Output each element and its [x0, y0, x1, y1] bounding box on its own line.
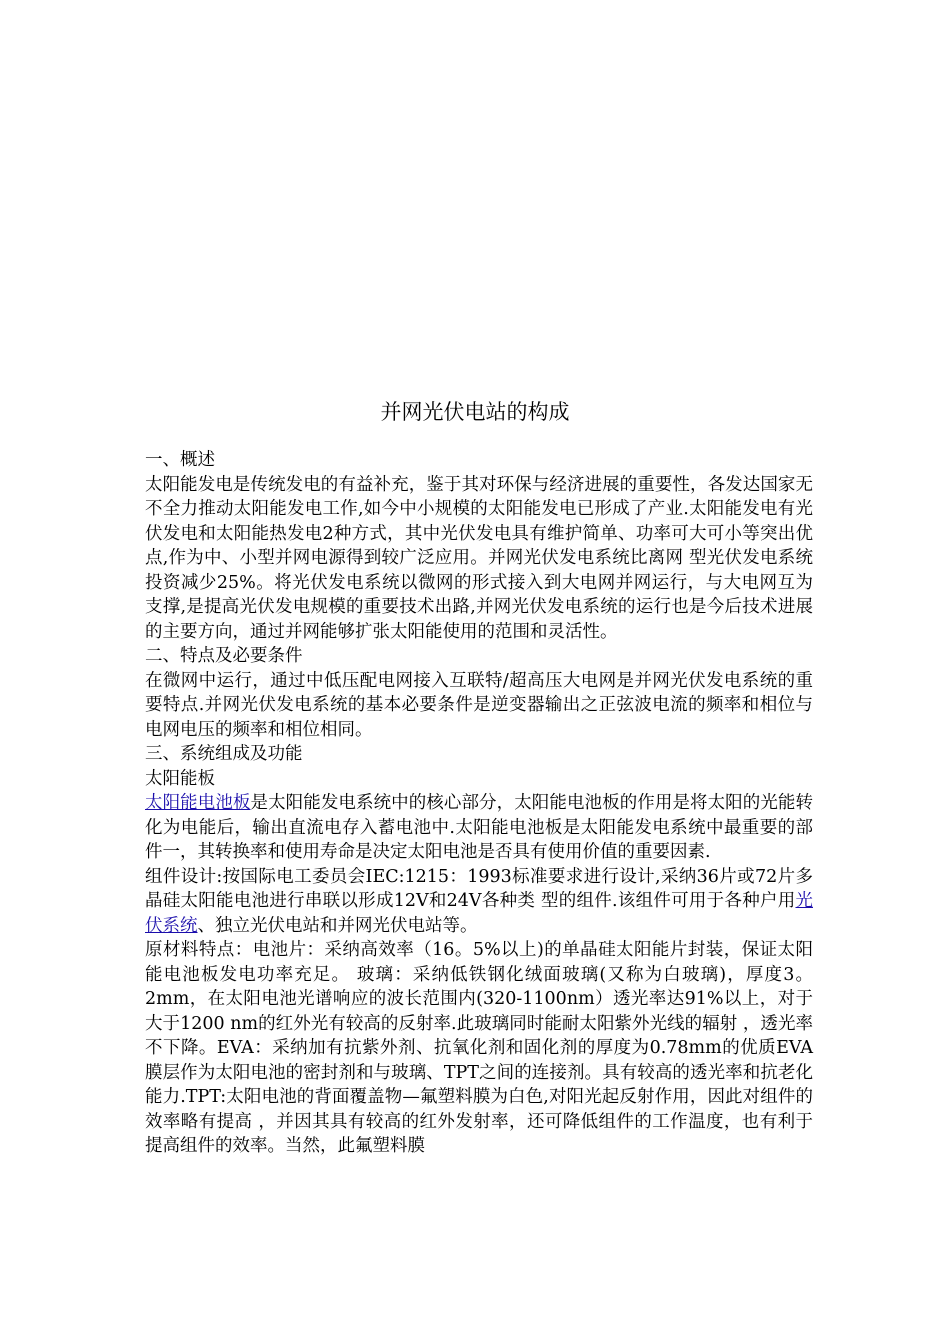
overview-paragraph: 太阳能发电是传统发电的有益补充，鉴于其对环保与经济进展的重要性，各发达国家无不全力推动太阳能发电工作,如今中小规模的太阳能发电已形成了产业.太阳能发电有光伏发电和太阳能热发电2种方式，其中光伏发电具有维护简单、功率可大可小等突出优点,作为中、小型并网电源得到较广泛应用。并网光伏发电系统比离网 型光伏发电系统投资减少25%。将光伏发电系统以微网的形式接入到大电网并网运行，与大电网互为支撑,是提高光伏发电规模的重要技术出路,并网光伏发电系统的运行也是今后技术进展的主要方向，通过并网能够扩张太阳能使用的范围和灵活性。 — [145, 474, 813, 642]
module-design-text: 组件设计:按国际电工委员会IEC:1215：1993标准要求进行设计,采纳36片或72片多晶硅太阳能电池进行串联以形成12V和24V各种类 型的组件.该组件可用于各种户用 — [145, 866, 813, 911]
features-paragraph: 在微网中运行，通过中低压配电网接入互联特/超高压大电网是并网光伏发电系统的重要特点.并网光伏发电系统的基本必要条件是逆变器输出之正弦波电流的频率和相位与电网电压的频率和相位相同。 — [145, 670, 813, 740]
subheading-solar-panel: 太阳能板 — [145, 768, 215, 789]
solar-panel-paragraph — [145, 791, 813, 865]
document-body — [145, 448, 813, 1159]
section-heading-overview: 一、概述 — [145, 450, 215, 470]
module-design-paragraph — [145, 865, 813, 939]
module-design-text-end: 、独立光伏电站和并网光伏电站等。 — [197, 915, 478, 936]
section-heading-features: 二、特点及必要条件 — [145, 646, 303, 666]
section-heading-components: 三、系统组成及功能 — [145, 744, 303, 764]
pv-system-link[interactable]: 光伏系统 — [145, 891, 813, 936]
materials-paragraph: 原材料特点：电池片：采纳高效率（16。5%以上)的单晶硅太阳能片封装，保证太阳能电池板发电功率充足。 玻璃：采纳低铁钢化绒面玻璃(又称为白玻璃)，厚度3。2mm，在太阳电池光谱响应的波长范围内(320-1100nm）透光率达91%以上，对于大于1200 nm的红外光有较高的反射率.此玻璃同时能耐太阳紫外光线的辐射 ，透光率不下降。EVA：采纳加有抗紫外剂、抗氧化剂和固化剂的厚度为0.78mm的优质EVA膜层作为太阳电池的密封剂和与玻璃、TPT之间的连接剂。具有较高的透光率和抗老化能力.TPT:太阳电池的背面覆盖物—氟塑料膜为白色,对阳光起反射作用，因此对组件的效率略有提高 ，并因其具有较高的红外发射率，还可降低组件的工作温度，也有利于提高组件的效率。当然，此氟塑料膜 — [145, 940, 813, 1156]
solar-panel-link[interactable]: 太阳能电池板 — [145, 793, 251, 813]
solar-panel-text: 是太阳能发电系统中的核心部分，太阳能电池板的作用是将太阳的光能转化为电能后，输出直流电存入蓄电池中.太阳能电池板是太阳能发电系统中最重要的部件一，其转换率和使用寿命是决定太阳电池是否具有使用价值的重要因素. — [145, 793, 814, 862]
document-title: 并网光伏电站的构成 — [380, 400, 570, 424]
